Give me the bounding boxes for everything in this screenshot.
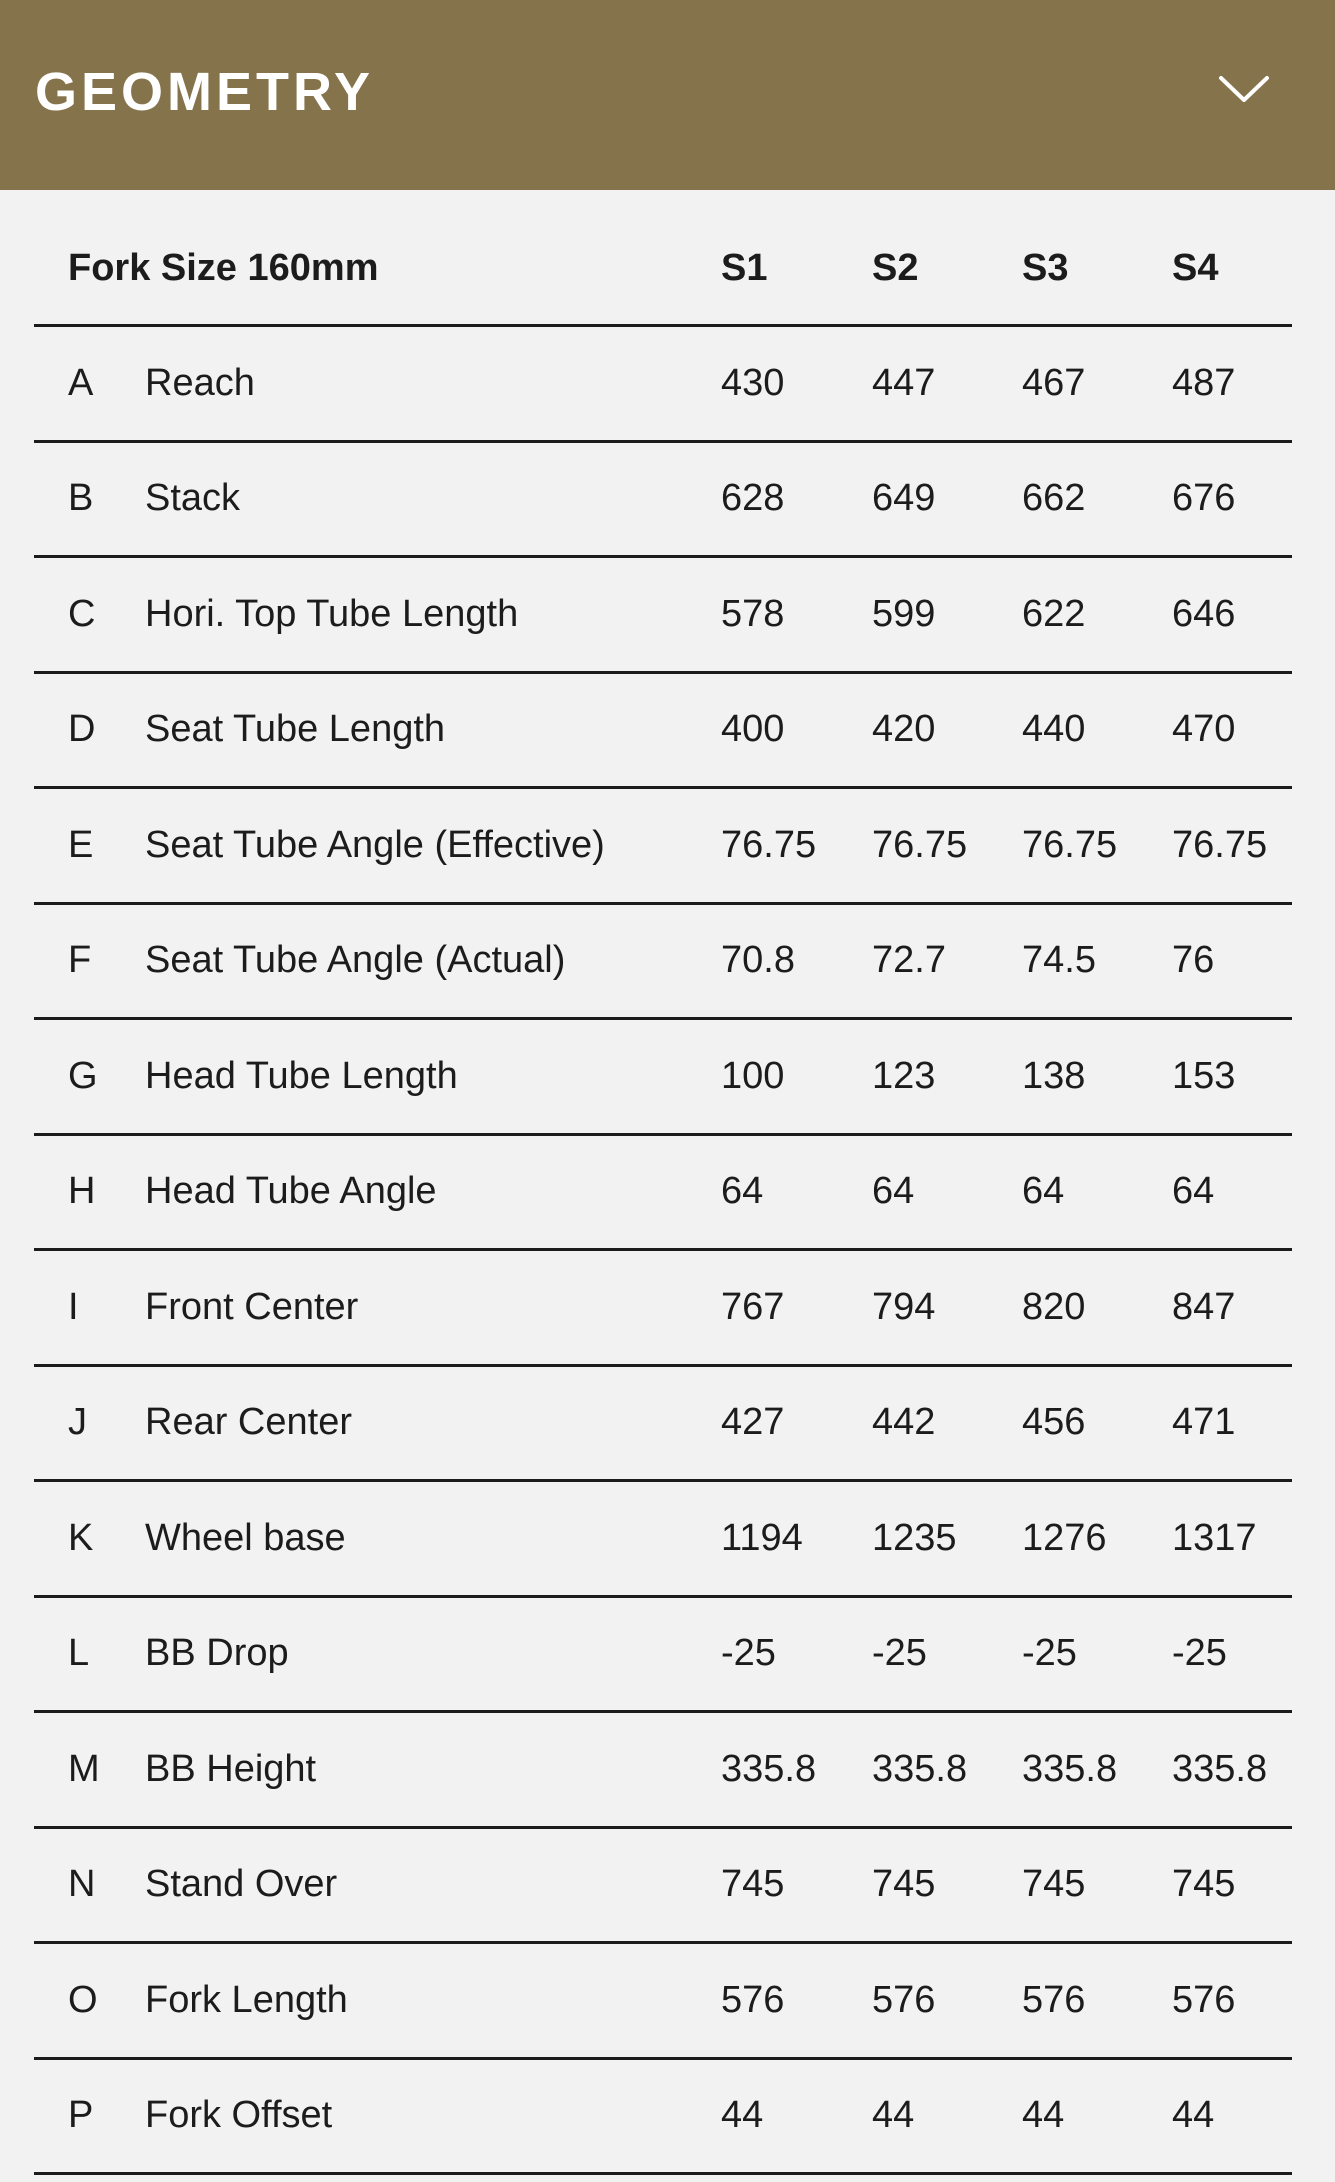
row-label: Front Center [145, 1285, 359, 1328]
row-label: Seat Tube Length [145, 708, 446, 751]
row-letter: N [68, 1863, 96, 1906]
row-label: BB Height [145, 1747, 317, 1790]
row-value-s4: 335.8 [1172, 1747, 1268, 1790]
row-value-s1: 767 [721, 1285, 785, 1328]
row-letter: A [68, 361, 94, 404]
row-value-s1: 100 [721, 1054, 785, 1097]
table-row [34, 2060, 1292, 2176]
column-header-s4: S4 [1172, 246, 1219, 289]
column-header-s2: S2 [872, 246, 919, 289]
row-value-s4: 676 [1172, 477, 1236, 520]
row-letter: K [68, 1516, 94, 1559]
chevron-down-icon[interactable] [1218, 72, 1270, 112]
geometry-accordion-header[interactable] [0, 0, 1335, 190]
table-row [34, 1367, 1292, 1483]
row-value-s1: 1194 [721, 1516, 803, 1559]
table-row [34, 789, 1292, 905]
table-row [34, 327, 1292, 443]
row-label: Fork Length [145, 1978, 348, 2021]
column-header-s3: S3 [1022, 246, 1069, 289]
row-value-s2: 420 [872, 708, 936, 751]
row-value-s1: 427 [721, 1401, 785, 1444]
row-label: BB Drop [145, 1632, 289, 1675]
table-title: Fork Size 160mm [68, 246, 379, 289]
row-value-s3: 76.75 [1022, 823, 1118, 866]
row-value-s3: 456 [1022, 1401, 1086, 1444]
row-value-s2: 649 [872, 477, 936, 520]
row-letter: M [68, 1747, 100, 1790]
row-value-s2: 576 [872, 1978, 936, 2021]
row-value-s4: 745 [1172, 1863, 1236, 1906]
row-value-s4: 1317 [1172, 1516, 1257, 1559]
row-value-s2: 76.75 [872, 823, 968, 866]
row-value-s3: 467 [1022, 361, 1086, 404]
table-row [34, 443, 1292, 559]
table-row [34, 558, 1292, 674]
row-value-s2: 64 [872, 1170, 915, 1213]
row-letter: E [68, 823, 94, 866]
row-label: Head Tube Length [145, 1054, 458, 1097]
row-letter: J [68, 1401, 87, 1444]
row-value-s1: 576 [721, 1978, 785, 2021]
table-header-row [34, 212, 1292, 327]
table-row [34, 674, 1292, 790]
row-value-s4: 153 [1172, 1054, 1236, 1097]
row-letter: H [68, 1170, 96, 1213]
row-value-s4: 76.75 [1172, 823, 1268, 866]
table-row [34, 905, 1292, 1021]
row-label: Rear Center [145, 1401, 352, 1444]
row-value-s1: 430 [721, 361, 785, 404]
row-value-s2: -25 [872, 1632, 927, 1675]
row-value-s3: 622 [1022, 592, 1086, 635]
column-header-s1: S1 [721, 246, 768, 289]
row-letter: D [68, 708, 96, 751]
row-label: Fork Offset [145, 2094, 333, 2137]
row-value-s3: 662 [1022, 477, 1086, 520]
row-value-s2: 1235 [872, 1516, 957, 1559]
row-value-s4: 44 [1172, 2094, 1215, 2137]
row-value-s1: 578 [721, 592, 785, 635]
row-value-s4: 487 [1172, 361, 1236, 404]
row-letter: I [68, 1285, 79, 1328]
row-value-s3: 820 [1022, 1285, 1086, 1328]
row-value-s2: 335.8 [872, 1747, 968, 1790]
row-value-s4: -25 [1172, 1632, 1227, 1675]
row-value-s2: 44 [872, 2094, 915, 2137]
row-value-s3: 335.8 [1022, 1747, 1118, 1790]
section-title: GEOMETRY [35, 62, 375, 122]
row-value-s2: 745 [872, 1863, 936, 1906]
row-value-s4: 576 [1172, 1978, 1236, 2021]
row-label: Hori. Top Tube Length [145, 592, 519, 635]
row-value-s4: 76 [1172, 939, 1215, 982]
row-value-s2: 442 [872, 1401, 936, 1444]
row-label: Stack [145, 477, 241, 520]
row-value-s2: 123 [872, 1054, 936, 1097]
row-label: Head Tube Angle [145, 1170, 437, 1213]
row-label: Reach [145, 361, 255, 404]
row-letter: F [68, 939, 92, 982]
row-value-s4: 470 [1172, 708, 1236, 751]
row-value-s2: 599 [872, 592, 936, 635]
table-body [34, 327, 1292, 2175]
row-value-s1: 745 [721, 1863, 785, 1906]
row-letter: G [68, 1054, 98, 1097]
row-value-s1: 335.8 [721, 1747, 817, 1790]
table-row [34, 1482, 1292, 1598]
table-row [34, 1713, 1292, 1829]
table-row [34, 1829, 1292, 1945]
row-value-s3: 745 [1022, 1863, 1086, 1906]
row-value-s2: 72.7 [872, 939, 946, 982]
table-row [34, 1136, 1292, 1252]
row-value-s1: 400 [721, 708, 785, 751]
row-label: Stand Over [145, 1863, 338, 1906]
row-value-s1: 76.75 [721, 823, 817, 866]
row-value-s3: 138 [1022, 1054, 1086, 1097]
row-value-s4: 471 [1172, 1401, 1236, 1444]
geometry-table [34, 212, 1292, 2175]
row-value-s3: -25 [1022, 1632, 1077, 1675]
row-value-s3: 440 [1022, 708, 1086, 751]
table-row [34, 1598, 1292, 1714]
row-value-s3: 44 [1022, 2094, 1065, 2137]
row-letter: P [68, 2094, 94, 2137]
row-value-s3: 74.5 [1022, 939, 1096, 982]
table-row [34, 1251, 1292, 1367]
row-label: Seat Tube Angle (Effective) [145, 823, 605, 866]
row-value-s4: 64 [1172, 1170, 1215, 1213]
row-value-s3: 576 [1022, 1978, 1086, 2021]
row-value-s2: 794 [872, 1285, 936, 1328]
row-label: Wheel base [145, 1516, 346, 1559]
row-value-s1: 64 [721, 1170, 764, 1213]
row-letter: C [68, 592, 96, 635]
row-value-s1: 628 [721, 477, 785, 520]
row-letter: B [68, 477, 94, 520]
row-letter: L [68, 1632, 90, 1675]
row-value-s1: 44 [721, 2094, 764, 2137]
table-row [34, 1020, 1292, 1136]
row-value-s3: 1276 [1022, 1516, 1107, 1559]
row-value-s2: 447 [872, 361, 936, 404]
row-value-s3: 64 [1022, 1170, 1065, 1213]
row-value-s1: 70.8 [721, 939, 795, 982]
row-letter: O [68, 1978, 98, 2021]
table-row [34, 1944, 1292, 2060]
row-value-s4: 847 [1172, 1285, 1236, 1328]
row-value-s1: -25 [721, 1632, 776, 1675]
row-value-s4: 646 [1172, 592, 1236, 635]
row-label: Seat Tube Angle (Actual) [145, 939, 566, 982]
